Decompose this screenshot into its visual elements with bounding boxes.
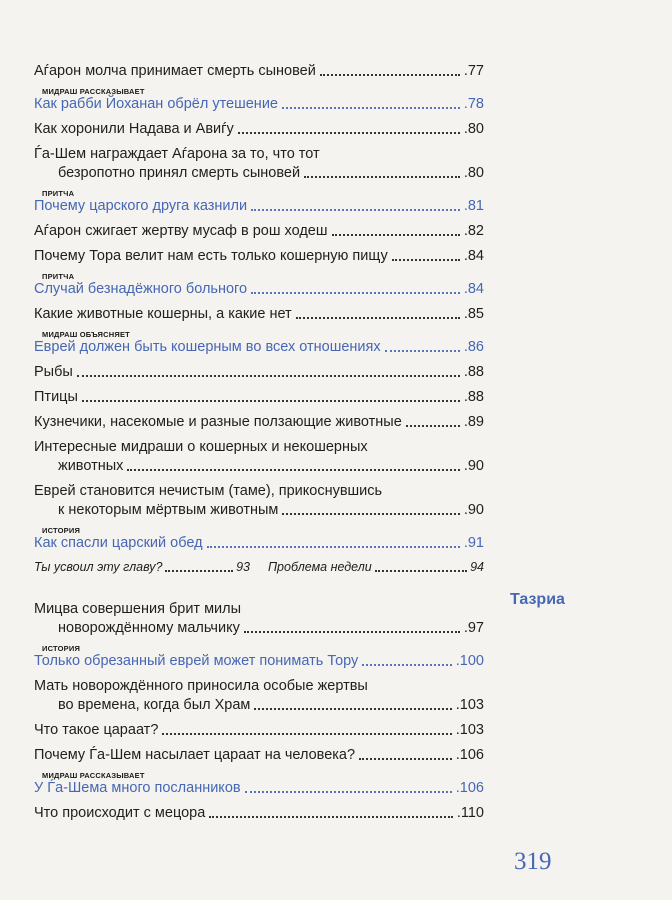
entry-tag: МИДРАШ РАССКАЗЫВАЕТ — [42, 87, 145, 96]
entry-line — [34, 501, 484, 520]
entry-title: Какие животные кошерны, а какие нет — [34, 306, 292, 322]
leader-dots — [254, 707, 451, 710]
entry-line — [34, 247, 484, 266]
toc-entry[interactable] — [34, 413, 484, 432]
entry-line — [34, 145, 484, 164]
toc-entry[interactable] — [34, 189, 484, 216]
entry-title: Интересные мидраши о кошерных и некошерных — [34, 439, 368, 455]
entry-line — [34, 482, 484, 501]
entry-line — [34, 95, 484, 114]
entry-line — [34, 120, 484, 139]
entry-line — [34, 305, 484, 324]
leader-dots — [392, 258, 460, 261]
leader-dots — [82, 399, 460, 402]
leader-dots — [282, 512, 459, 515]
entry-title: Как рабби Йоханан обрёл утешение — [34, 96, 278, 112]
entry-page-number: .103 — [455, 722, 484, 738]
toc-entry[interactable] — [34, 677, 484, 715]
entry-title: Еврей становится нечистым (таме), прикоснувшись — [34, 483, 383, 499]
entry-page-number: .89 — [463, 414, 484, 430]
entry-page-number: .82 — [463, 223, 484, 239]
entry-line — [34, 222, 484, 241]
entry-line — [34, 363, 484, 382]
entry-page-number: .86 — [463, 339, 484, 355]
entry-line — [34, 197, 484, 216]
leader-dots — [165, 569, 233, 572]
entry-title: Мать новорождённого приносила особые жертвы — [34, 678, 368, 694]
leader-dots — [406, 424, 460, 427]
toc-entry[interactable] — [34, 804, 484, 823]
review-link[interactable] — [34, 559, 250, 576]
entry-line — [34, 164, 484, 183]
entry-title: безропотно принял смерть сыновей — [58, 165, 301, 181]
problem-page: 94 — [470, 560, 484, 574]
entry-page-number: .110 — [456, 805, 484, 821]
entry-page-number: .97 — [463, 620, 484, 636]
toc-entry[interactable] — [34, 247, 484, 266]
review-row — [34, 559, 484, 576]
toc-entry[interactable] — [34, 363, 484, 382]
problem-link[interactable] — [268, 559, 484, 576]
toc-entry[interactable] — [34, 120, 484, 139]
entry-title: Ѓа-Шем награждает Аѓарона за то, что тот — [34, 146, 320, 162]
entry-page-number: .88 — [463, 364, 484, 380]
entry-title: Аѓарон сжигает жертву мусаф в рош ходеш — [34, 223, 328, 239]
leader-dots — [209, 815, 453, 818]
entry-line — [34, 438, 484, 457]
entry-line — [34, 677, 484, 696]
entry-page-number: .85 — [463, 306, 484, 322]
leader-dots — [385, 349, 460, 352]
leader-dots — [238, 131, 460, 134]
entry-title: к некоторым мёртвым животным — [58, 502, 279, 518]
entry-page-number: .91 — [463, 535, 484, 551]
leader-dots — [162, 732, 451, 735]
entry-title: во времена, когда был Храм — [58, 697, 251, 713]
problem-label: Проблема недели — [268, 560, 372, 574]
toc-entry[interactable] — [34, 438, 484, 476]
toc-entry[interactable] — [34, 771, 484, 798]
leader-dots — [251, 208, 460, 211]
section-spacer — [34, 584, 484, 600]
leader-dots — [245, 790, 452, 793]
entry-title: Еврей должен быть кошерным во всех отношениях — [34, 339, 381, 355]
entry-tag: ИСТОРИЯ — [42, 526, 81, 535]
toc-part-2 — [34, 600, 484, 823]
entry-title: Мицва совершения брит милы — [34, 601, 242, 617]
toc-entry[interactable] — [34, 330, 484, 357]
entry-page-number: .80 — [463, 121, 484, 137]
entry-title: Что такое цараат? — [34, 722, 159, 738]
toc-entry[interactable] — [34, 62, 484, 81]
entry-tag: МИДРАШ РАССКАЗЫВАЕТ — [42, 771, 145, 780]
toc-entry[interactable] — [34, 600, 484, 638]
toc-entry[interactable] — [34, 388, 484, 407]
entry-tag: ИСТОРИЯ — [42, 644, 81, 653]
leader-dots — [304, 175, 460, 178]
toc-entry[interactable] — [34, 482, 484, 520]
toc-entry[interactable] — [34, 721, 484, 740]
entry-page-number: .80 — [463, 165, 484, 181]
entry-page-number: .103 — [455, 697, 484, 713]
entry-title: Что происходит с мецора — [34, 805, 206, 821]
entry-line — [34, 696, 484, 715]
entry-title: Как спасли царский обед — [34, 535, 203, 551]
entry-tag: ПРИТЧА — [42, 189, 75, 198]
leader-dots — [127, 468, 459, 471]
entry-line — [34, 600, 484, 619]
entry-page-number: .81 — [463, 198, 484, 214]
entry-tag: ПРИТЧА — [42, 272, 75, 281]
entry-title: Почему царского друга казнили — [34, 198, 248, 214]
leader-dots — [375, 569, 467, 572]
entry-title: Почему Тора велит нам есть только кошерную пищу — [34, 248, 388, 264]
entry-line — [34, 62, 484, 81]
entry-title: Только обрезанный еврей может понимать Тору — [34, 653, 359, 669]
entry-tag: МИДРАШ ОБЪЯСНЯЕТ — [42, 330, 130, 339]
leader-dots — [282, 106, 460, 109]
entry-page-number: .90 — [463, 458, 484, 474]
entry-title: Как хоронили Надава и Авиѓу — [34, 121, 234, 137]
entry-title: Птицы — [34, 389, 78, 405]
leader-dots — [332, 233, 460, 236]
toc-entry[interactable] — [34, 145, 484, 183]
leader-dots — [359, 757, 452, 760]
toc-entry[interactable] — [34, 526, 484, 553]
entry-line — [34, 534, 484, 553]
section-heading: Тазриа — [510, 591, 565, 608]
entry-line — [34, 779, 484, 798]
entry-title: животных — [58, 458, 124, 474]
leader-dots — [244, 630, 460, 633]
leader-dots — [362, 663, 451, 666]
entry-line — [34, 457, 484, 476]
entry-line — [34, 721, 484, 740]
entry-page-number: .100 — [455, 653, 484, 669]
entry-title: Рыбы — [34, 364, 73, 380]
entry-line — [34, 746, 484, 765]
entry-page-number: .90 — [463, 502, 484, 518]
toc-part-1 — [34, 62, 484, 553]
entry-page-number: .78 — [463, 96, 484, 112]
toc-entry[interactable] — [34, 272, 484, 299]
entry-line — [34, 338, 484, 357]
page-number: 319 — [514, 848, 552, 875]
toc-entry[interactable] — [34, 222, 484, 241]
entry-page-number: .84 — [463, 248, 484, 264]
entry-title: Аѓарон молча принимает смерть сыновей — [34, 63, 316, 79]
toc-entry[interactable] — [34, 746, 484, 765]
entry-page-number: .88 — [463, 389, 484, 405]
leader-dots — [251, 291, 460, 294]
toc-entry[interactable] — [34, 87, 484, 114]
review-label: Ты усвоил эту главу? — [34, 560, 163, 574]
entry-line — [34, 280, 484, 299]
entry-title: Кузнечики, насекомые и разные ползающие животные — [34, 414, 402, 430]
toc-entry[interactable] — [34, 305, 484, 324]
entry-page-number: .106 — [455, 780, 484, 796]
entry-page-number: .106 — [455, 747, 484, 763]
entry-title: Случай безнадёжного больного — [34, 281, 248, 297]
entry-page-number: .77 — [463, 63, 484, 79]
entry-line — [34, 652, 484, 671]
entry-line — [34, 413, 484, 432]
toc-entry[interactable] — [34, 644, 484, 671]
table-of-contents — [34, 62, 484, 829]
leader-dots — [207, 545, 460, 548]
leader-dots — [77, 374, 460, 377]
entry-title: У Ѓа-Шема много посланников — [34, 780, 241, 796]
review-page: 93 — [236, 560, 250, 574]
entry-line — [34, 388, 484, 407]
entry-title: Почему Ѓа-Шем насылает цараат на человека? — [34, 747, 356, 763]
leader-dots — [296, 316, 460, 319]
entry-line — [34, 804, 484, 823]
leader-dots — [320, 73, 460, 76]
entry-line — [34, 619, 484, 638]
entry-title: новорождённому мальчику — [58, 620, 240, 636]
entry-page-number: .84 — [463, 281, 484, 297]
